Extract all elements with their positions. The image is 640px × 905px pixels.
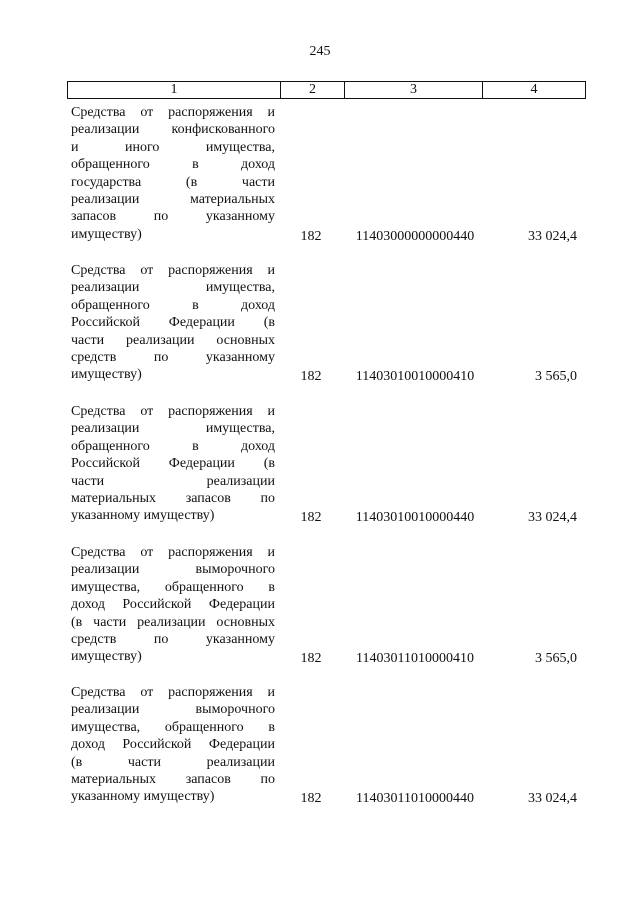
budget-code: 11403010010000410	[355, 368, 475, 384]
desc-line: материальных запасов по	[71, 491, 275, 507]
desc-line: материальных запасов по	[71, 772, 275, 788]
admin-code: 182	[300, 368, 322, 384]
amount: 33 024,4	[528, 509, 577, 525]
desc-line: имуществу)	[71, 367, 142, 383]
desc-line: средств по указанному	[71, 632, 275, 648]
budget-code: 11403011010000440	[356, 790, 474, 806]
row-description	[71, 684, 275, 806]
desc-line: Средства от распоряжения и	[71, 685, 275, 700]
desc-line: имущества, обращенного в	[71, 719, 275, 735]
desc-line: Средства от распоряжения и	[71, 404, 275, 419]
desc-line: Средства от распоряжения и	[71, 263, 275, 278]
header-col-1: 1	[68, 82, 281, 98]
desc-line: части реализации	[71, 473, 275, 489]
desc-line: указанному имуществу)	[71, 508, 215, 524]
desc-line: реализации выморочного	[71, 562, 275, 578]
table-row	[67, 684, 586, 807]
header-col-3: 3	[345, 82, 483, 98]
header-col-2: 2	[281, 82, 345, 98]
desc-line: доход Российской Федерации	[71, 737, 275, 753]
desc-line: реализации конфискованного	[71, 122, 275, 138]
desc-line: запасов по указанному	[71, 209, 275, 225]
desc-line: и иного имущества,	[71, 139, 275, 155]
admin-code: 182	[300, 509, 322, 525]
desc-line: (в части реализации основных	[71, 614, 275, 630]
desc-line: доход Российской Федерации	[71, 597, 275, 613]
admin-code: 182	[300, 228, 322, 244]
desc-line: обращенного в доход	[71, 438, 275, 454]
desc-line: указанному имуществу)	[71, 789, 215, 805]
amount: 33 024,4	[528, 228, 577, 244]
row-description	[71, 104, 275, 243]
desc-line: реализации выморочного	[71, 702, 275, 718]
row-description	[71, 262, 275, 384]
amount: 3 565,0	[535, 650, 577, 666]
row-description	[71, 544, 275, 666]
desc-line: средств по указанному	[71, 350, 275, 366]
desc-line: (в части реализации	[71, 754, 275, 770]
desc-line: Российской Федерации (в	[71, 456, 275, 472]
table-row	[67, 403, 586, 526]
desc-line: имуществу)	[71, 649, 142, 665]
table-row	[67, 262, 586, 385]
amount: 33 024,4	[528, 790, 577, 806]
header-col-4: 4	[530, 82, 538, 97]
desc-line: Средства от распоряжения и	[71, 105, 275, 120]
amount: 3 565,0	[535, 368, 577, 384]
desc-line: имущества, обращенного в	[71, 579, 275, 595]
desc-line: реализации материальных	[71, 192, 275, 208]
table-row	[67, 104, 586, 245]
table-header	[67, 81, 586, 99]
desc-line: обращенного в доход	[71, 157, 275, 173]
desc-line: имуществу)	[71, 226, 142, 242]
budget-code: 11403011010000410	[356, 650, 474, 666]
row-description	[71, 403, 275, 525]
desc-line: реализации имущества,	[71, 280, 275, 296]
desc-line: части реализации основных	[71, 332, 275, 348]
desc-line: реализации имущества,	[71, 421, 275, 437]
desc-line: Средства от распоряжения и	[71, 545, 275, 560]
budget-code: 11403010010000440	[355, 509, 475, 525]
admin-code: 182	[300, 650, 322, 666]
page-number: 245	[309, 44, 331, 59]
budget-code: 11403000000000440	[355, 228, 475, 244]
table-row	[67, 544, 586, 667]
desc-line: Российской Федерации (в	[71, 315, 275, 331]
desc-line: государства (в части	[71, 174, 275, 190]
desc-line: обращенного в доход	[71, 297, 275, 313]
admin-code: 182	[300, 790, 322, 806]
